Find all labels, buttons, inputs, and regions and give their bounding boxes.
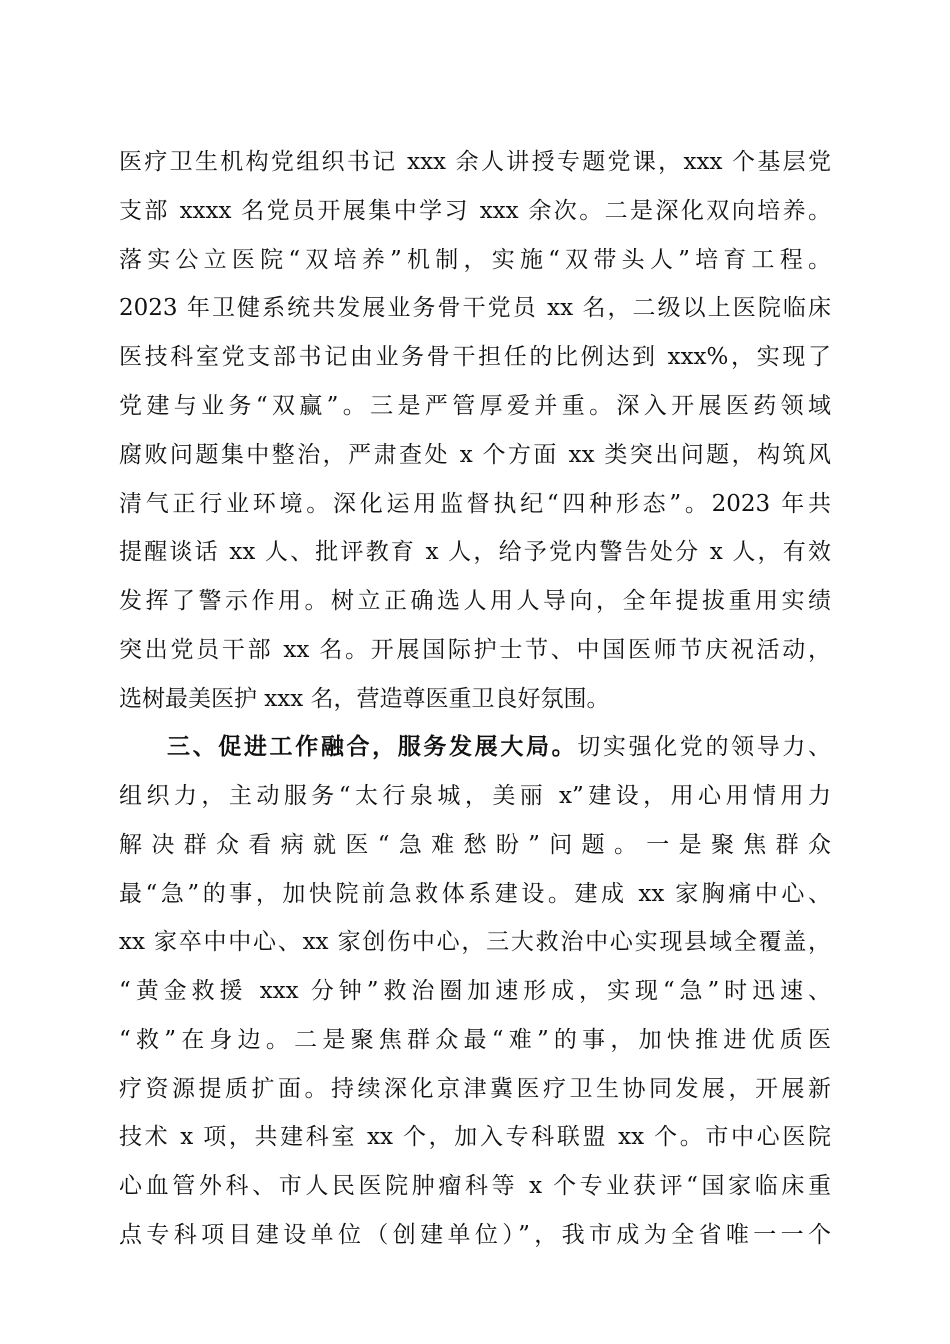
text-line: 发挥了警示作用。树立正确选人用人导向，全年提拔重用实绩 [119, 588, 831, 614]
text-line: 2023 年卫健系统共发展业务骨干党员 xx 名，二级以上医院临床 [119, 295, 831, 321]
section-heading: 三、促进工作融合，服务发展大局。 [167, 733, 578, 760]
text-line: 选树最美医护 xxx 名，营造尊医重卫良好氛围。 [119, 686, 610, 712]
text-line: 组织力，主动服务“太行泉城，美丽 x”建设，用心用情用力 [119, 783, 831, 809]
text-line: 落实公立医院“双培养”机制，实施“双带头人”培育工程。 [119, 247, 831, 273]
text-line: 突出党员干部 xx 名。开展国际护士节、中国医师节庆祝活动， [119, 637, 831, 663]
text-line: xx 家卒中中心、xx 家创伤中心，三大救治中心实现县域全覆盖， [119, 929, 831, 955]
text-line: “救”在身边。二是聚焦群众最“难”的事，加快推进优质医 [119, 1027, 831, 1053]
text-line: 解决群众看病就医“急难愁盼”问题。一是聚焦群众 [119, 832, 831, 858]
text-line: 支部 xxxx 名党员开展集中学习 xxx 余次。二是深化双向培养。 [119, 198, 831, 224]
text-line: 党建与业务“双赢”。三是严管厚爱并重。深入开展医药领域 [119, 393, 831, 419]
text-line: 清气正行业环境。深化运用监督执纪“四种形态”。2023 年共 [119, 491, 831, 517]
section-heading-line [167, 727, 831, 767]
text-line: 提醒谈话 xx 人、批评教育 x 人，给予党内警告处分 x 人，有效 [119, 539, 831, 565]
text-line: 疗资源提质扩面。持续深化京津冀医疗卫生协同发展，开展新 [119, 1076, 831, 1102]
text-line: 点专科项目建设单位（创建单位）”，我市成为全省唯一一个 [119, 1222, 831, 1248]
section-heading-continuation: 切实强化党的领导力、 [577, 734, 832, 760]
text-line: 腐败问题集中整治，严肃查处 x 个方面 xx 类突出问题，构筑风 [119, 442, 831, 468]
text-line: 心血管外科、市人民医院肿瘤科等 x 个专业获评“国家临床重 [119, 1173, 831, 1199]
text-line: 医疗卫生机构党组织书记 xxx 余人讲授专题党课，xxx 个基层党 [119, 149, 831, 175]
text-line: 技术 x 项，共建科室 xx 个，加入专科联盟 xx 个。市中心医院 [119, 1124, 831, 1150]
text-line: 最“急”的事，加快院前急救体系建设。建成 xx 家胸痛中心、 [119, 881, 831, 907]
text-line: “黄金救援 xxx 分钟”救治圈加速形成，实现“急”时迅速、 [119, 978, 831, 1004]
text-line: 医技科室党支部书记由业务骨干担任的比例达到 xxx%，实现了 [119, 344, 831, 370]
